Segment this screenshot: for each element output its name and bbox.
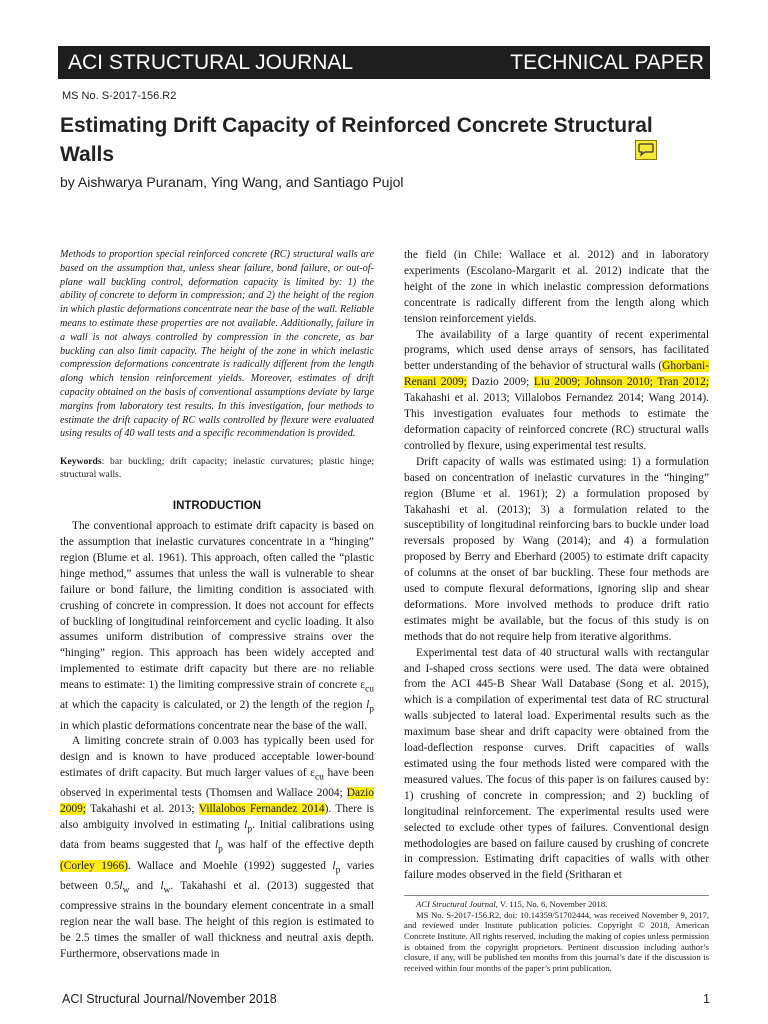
paper-type: TECHNICAL PAPER	[510, 51, 704, 74]
keywords-text: : bar buckling; drift capacity; inelastic curvatures; plastic hinge; structural walls.	[60, 456, 374, 481]
intro-paragraph-2: A limiting concrete strain of 0.003 has typically been used for design and is known to have produced acceptable lower-bound estimates of drift capacity. But much larger values of $\varepsilon_{cu}$ have been observed in experimental tests (Thomsen and Wallace 2004; Dazio 2009; Takahashi et al. 2013; Villalobos Fernandez 2014). There is also ambiguity involved in estimating $l_p$. Initial calibrations using data from beams suggested that $l_p$ was half of the effective depth (Corley 1966). Wallace and Moehle (1992) suggested $l_p$ varies between $0.5l_w$ and $l_w$. Takahashi et al. (2013) suggested that compressive strains in the boundary element concentrate in a small region near the wall base. The height of this region is estimated to be 2.5 times the smaller of wall thickness and neutral axis depth. Furthermore, observations made in	[60, 735, 375, 960]
highlight-villalobos-2014[interactable]: Villalobos Fernandez 2014	[198, 803, 325, 816]
manuscript-number: MS No. S-2017-156.R2	[62, 90, 177, 102]
footnote-citation: ACI Structural Journal, V. 115, No. 6, November 2018.	[416, 899, 608, 910]
speech-bubble-icon	[638, 143, 654, 157]
authors: by Aishwarya Puranam, Ying Wang, and Santiago Pujol	[60, 174, 404, 190]
journal-name: ACI STRUCTURAL JOURNAL	[68, 51, 354, 74]
page-number: 1	[703, 992, 710, 1006]
keywords	[60, 455, 374, 481]
highlight-dazio-2009[interactable]: Dazio 2009;	[60, 787, 374, 816]
highlight-liu-johnson-tran[interactable]: Liu 2009; Johnson 2010; Tran 2012;	[533, 376, 710, 389]
abstract: Methods to proportion special reinforced concrete (RC) structural walls are based on the assumption that, unless shear failure, bond failure, or out-of-plane wall buckling control, deformation capacity is limited by: 1) the ability of concrete to deform in compression; and 2) the height of the region in which plastic deformations concentrate near the base of the wall. Reliable means to estimate these properties are not available. Additionally, failure in a wall is not always controlled by compression in the concrete, as bar buckling can also limit capacity. The height of the zone in which inelastic compression deformations concentrate is radically different from the length along which tension reinforcement yields. Moreover, estimates of drift capacity obtained on the basis of conventional assumptions deviate by large margins from laboratory test results. In this investigation, four methods to estimate the drift capacity of RC walls controlled by flexure were evaluated using results of 40 wall tests and a specific recommendation is provided.	[60, 249, 374, 440]
journal-banner	[58, 46, 710, 79]
body-paragraph-availability: The availability of a large quantity of recent experimental programs, which used dense arrays of sensors, has facilitated better understanding of the behavior of structural walls (Ghorbani-Renani 2009; Dazio 2009; Liu 2009; Johnson 2010; Tran 2012; Takahashi et al. 2013; Villalobos Fernandez 2014; Wang 2014). This investigation evaluates four methods to estimate the deformation capacity of reinforced concrete (RC) structural walls controlled by flexure, using experimental test results.	[404, 328, 710, 452]
right-column	[404, 248, 709, 973]
body-paragraph-methods: Drift capacity of walls was estimated using: 1) a formulation based on concentration of inelastic curvatures in the “hinging” region (Blume et al. 1961); 2) a formulation proposed by Takahashi et al. (2013); 3) a formulation related to the susceptibility of longitudinal reinforcing bars to buckle under load reversals proposed by Wang (2014); and 4) a formulation proposed by Berry and Eberhard (2005) to estimate drift capacity of columns at the onset of bar buckling. These four methods are used to compute flexural deformations, ignoring slip and shear deformations. More involved methods to produce drift ratio estimates might be available, but the focus of this study is on methods that do not require help from iterative algorithms.	[404, 455, 709, 643]
keywords-label: Keywords	[60, 456, 102, 468]
footnote-copyright: MS No. S-2017-156.R2, doi: 10.14359/51702444, was received November 9, 2017, and reviewed under Institute publication policies. Copyright © 2018, American Concrete Institute. All rights reserved, including the making of copies unless permission is obtained from the copyright proprietors. Pertinent discussion including author’s closure, if any, will be published ten months from this journal’s date if the discussion is received within four months of the paper’s print publication.	[404, 909, 709, 973]
left-column	[60, 248, 374, 963]
publication-footnote	[404, 895, 709, 973]
body-paragraph-test-data: Experimental test data of 40 structural walls with rectangular and I-shaped cross sections were used. The data were obtained from the ACI 445-B Shear Wall Database (Song et al. 2015), which is a compilation of experimental test data of RC structural walls subjected to lateral load. Experimental results such as the maximum base shear and drift capacity were obtained from the load-deflection response curves. Drift capacities of walls estimated using the four methods listed were compared with the measured values. The focus of this paper is on failures caused by: 1) crushing of concrete in compression; and 2) buckling of longitudinal reinforcement. The experimental results used were selected to exclude other types of failures. Conventional design methodologies are based on failure caused by crushing of concrete in compression. Estimating drift capacities of walls with other failure modes observed in the field (Sritharan et	[404, 646, 709, 882]
page-footer: ACI Structural Journal/November 2018	[62, 992, 277, 1006]
body-paragraph-continued: the field (in Chile: Wallace et al. 2012) and in laboratory experiments (Escolano-Margarit et al. 2012) indicate that the height of the zone in which inelastic compression deformations concentrate is radically different from the length along which tension reinforcement yields.	[404, 249, 709, 325]
section-heading-introduction: INTRODUCTION	[172, 500, 262, 513]
paper-title: Estimating Drift Capacity of Reinforced Concrete Structural Walls	[60, 114, 653, 166]
highlight-corley-1966[interactable]: (Corley 1966)	[60, 859, 128, 872]
intro-paragraph-1: The conventional approach to estimate drift capacity is based on the assumption that inelastic curvatures concentrate in a “hinging” region (Blume et al. 1961). This approach, often called the “plastic hinge method,” assumes that unless the wall is vulnerable to shear failure or bond failure, the limiting condition is associated with crushing of concrete in compression. It does not account for effects of buckling of longitudinal reinforcement and cyclic loading. It also assumes uniform distribution of compressive strains over the “hinging” region. This approach has been widely accepted and implemented to estimate drift capacity but there are no reliable means to estimate: 1) the limiting compressive strain of concrete $\varepsilon_{cu}$ at which the capacity is calculated, or 2) the length of the region $l_p$ in which plastic deformations concentrate near the base of the wall.	[60, 520, 374, 732]
highlight-ghorbani-renani-2009[interactable]: Ghorbani-Renani 2009;	[404, 360, 709, 389]
comment-note-icon[interactable]	[635, 140, 657, 160]
